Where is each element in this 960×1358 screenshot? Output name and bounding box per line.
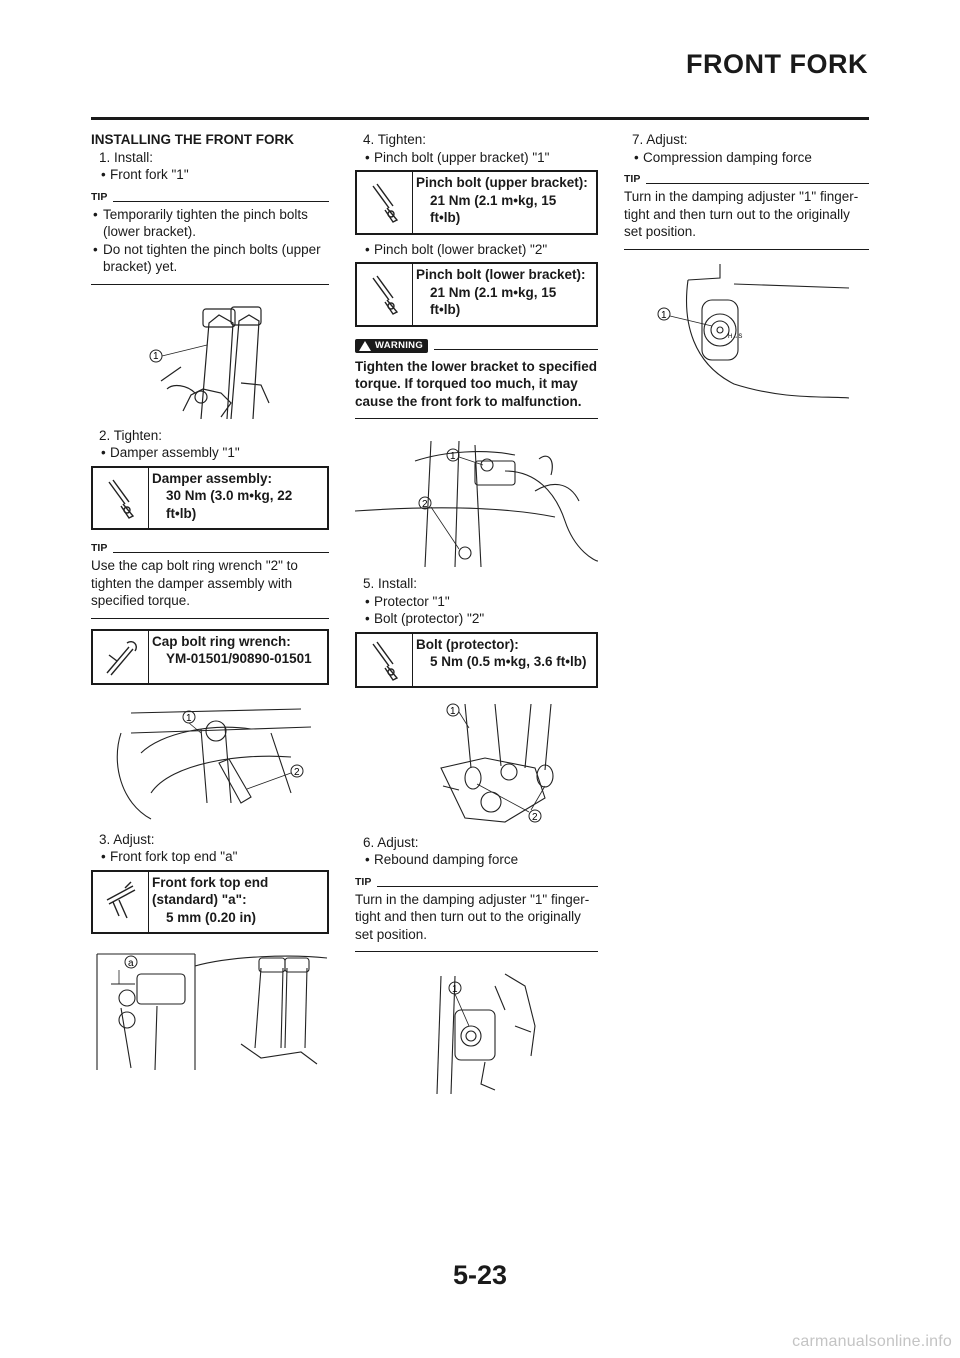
callout-1: 1	[450, 451, 456, 462]
special-tool-icon	[103, 635, 139, 679]
step-5-label: 5. Install:	[363, 576, 418, 591]
tip-box-3	[355, 876, 598, 953]
tip-box-1	[91, 191, 329, 285]
step-7-label: 7. Adjust:	[632, 132, 688, 147]
page-title: FRONT FORK	[686, 49, 868, 79]
spec-value: 21 Nm (2.1 m•kg, 15 ft•lb)	[430, 192, 557, 225]
spec-title: Pinch bolt (upper bracket):	[416, 175, 588, 190]
spec-damper-assembly	[91, 466, 329, 531]
step-6-item: • Rebound damping force	[355, 851, 598, 869]
torque-wrench-icon	[367, 272, 403, 316]
header-rule	[91, 117, 869, 120]
step-1-item: • Front fork "1"	[91, 166, 329, 184]
spec-value: 21 Nm (2.1 m•kg, 15 ft•lb)	[430, 284, 557, 317]
tip-label: TIP	[91, 542, 108, 554]
warning-text: Tighten the lower bracket to specified torque. If torqued too much, it may cause the front fork to malfunction.	[355, 353, 598, 420]
illustration-compression-adjuster	[624, 264, 869, 404]
step-2-label: 2. Tighten:	[99, 427, 163, 443]
callout-1: 1	[186, 712, 192, 724]
spec-value: 30 Nm (3.0 m•kg, 22 ft•lb)	[166, 488, 293, 521]
step-1-label: 1. Install:	[99, 149, 154, 165]
callout-2: 2	[422, 499, 428, 510]
tip-3-text: Turn in the damping adjuster "1" finger-tight and then turn out to the originally set position.	[355, 891, 590, 942]
step-5-item-1: • Protector "1"	[355, 593, 598, 611]
tip-label: TIP	[624, 173, 641, 185]
tip-box-2	[91, 542, 329, 619]
illustration-rebound-adjuster	[355, 966, 598, 1094]
illustration-pinch-bolts	[355, 431, 598, 567]
illustration-protector	[355, 698, 598, 826]
tip-4-text: Turn in the damping adjuster "1" finger-tight and then turn out to the originally set position.	[624, 189, 859, 239]
tip-label: TIP	[355, 875, 372, 888]
spec-front-fork-top-end	[91, 870, 329, 935]
torque-wrench-icon	[103, 476, 139, 520]
callout-1: 1	[153, 350, 159, 362]
spec-title: Damper assembly:	[152, 470, 273, 486]
callout-2: 2	[294, 766, 300, 778]
step-7-item: • Compression damping force	[624, 149, 869, 167]
illustration-fork-top-end	[91, 948, 329, 1070]
spec-title: Cap bolt ring wrench:	[152, 633, 291, 649]
step-4-label: 4. Tighten:	[363, 132, 427, 147]
step-5-item-2: • Bolt (protector) "2"	[355, 610, 598, 628]
callout-1: 1	[450, 705, 456, 717]
spec-title: Bolt (protector):	[416, 636, 519, 652]
adjuster-marking: H↔S	[728, 333, 743, 340]
illustration-damper-tighten	[91, 693, 329, 823]
step-3-item: • Front fork top end "a"	[91, 848, 329, 866]
spec-value: 5 Nm (0.5 m•kg, 3.6 ft•lb)	[430, 654, 587, 669]
step-4-item-2: • Pinch bolt (lower bracket) "2"	[355, 241, 598, 259]
warning-box	[355, 339, 598, 420]
spec-value: 5 mm (0.20 in)	[166, 909, 257, 925]
callout-a: a	[128, 958, 134, 969]
step-4-item-1: • Pinch bolt (upper bracket) "1"	[355, 149, 598, 167]
page-number: 5-23	[452, 1260, 508, 1290]
caliper-icon	[103, 880, 139, 924]
watermark: carmanualsonline.info	[792, 1332, 952, 1350]
column-1	[91, 131, 329, 1070]
callout-1: 1	[452, 984, 458, 995]
step-6-label: 6. Adjust:	[363, 834, 419, 850]
tip-1-bullet-2: • Do not tighten the pinch bolts (upper bracket) yet.	[91, 241, 329, 276]
spec-pinch-bolt-lower	[355, 262, 598, 327]
warning-label: WARNING	[375, 339, 424, 351]
column-2	[355, 131, 598, 1094]
tip-2-text: Use the cap bolt ring wrench "2" to tighten the damper assembly with specified torque.	[91, 558, 298, 608]
illustration-front-fork-install	[91, 293, 329, 421]
torque-wrench-icon	[367, 180, 403, 224]
step-3-label: 3. Adjust:	[99, 831, 155, 847]
section-heading: INSTALLING THE FRONT FORK	[91, 132, 294, 147]
warning-badge	[355, 339, 428, 353]
torque-wrench-icon	[367, 638, 403, 682]
tip-label: TIP	[91, 190, 108, 203]
spec-title: Pinch bolt (lower bracket):	[416, 267, 586, 282]
spec-cap-bolt-wrench	[91, 629, 329, 685]
warning-triangle-icon	[359, 341, 371, 351]
tip-box-4	[624, 173, 869, 250]
column-3	[624, 131, 869, 404]
spec-bolt-protector	[355, 632, 598, 688]
spec-pinch-bolt-upper	[355, 170, 598, 235]
tip-1-bullet-1: • Temporarily tighten the pinch bolts (lower bracket).	[91, 206, 329, 241]
callout-2: 2	[532, 811, 538, 823]
step-2-item: • Damper assembly "1"	[91, 444, 329, 462]
callout-1: 1	[661, 309, 667, 321]
spec-title: Front fork top end (standard) "a":	[152, 874, 269, 907]
spec-value: YM-01501/90890-01501	[166, 651, 312, 666]
